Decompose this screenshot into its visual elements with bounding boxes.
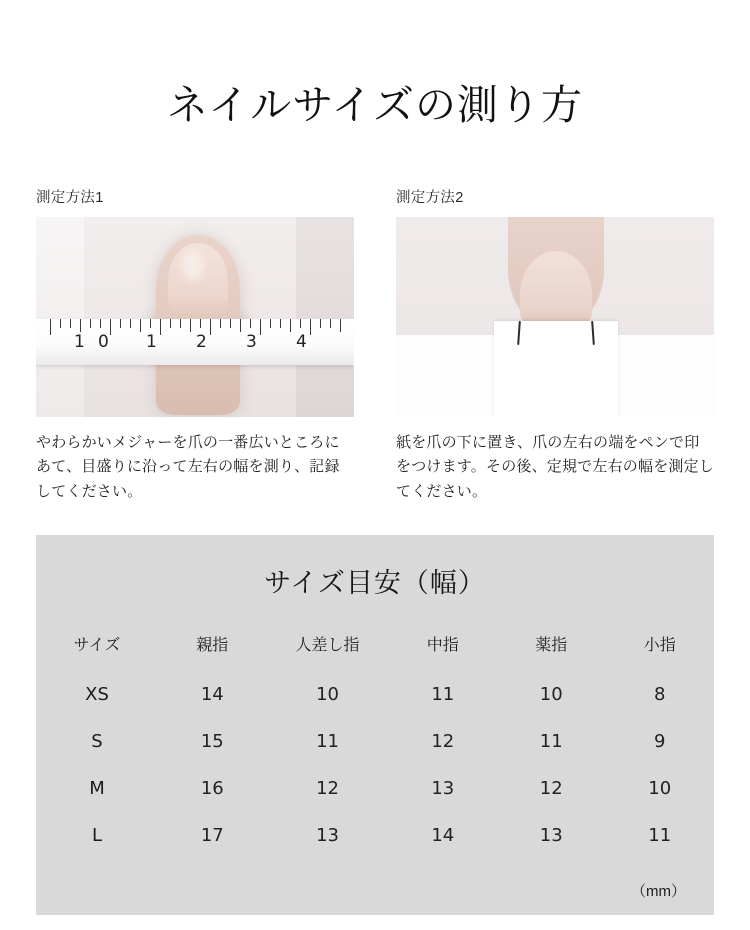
photo-left-panel (36, 217, 84, 417)
ruler-number: 4 (296, 332, 307, 352)
cell-l-pinky: 11 (648, 825, 672, 846)
table-row (36, 671, 714, 718)
cell-m-thumb: 16 (200, 778, 224, 799)
finger-with-measuring-tape-photo (36, 217, 354, 417)
column-header-middle: 中指 (426, 637, 459, 654)
column-header-size: サイズ (73, 637, 121, 654)
row-label-s: S (91, 731, 103, 752)
paper-sheet (494, 321, 618, 417)
row-label-xs: XS (85, 684, 109, 705)
cell-l-ring: 13 (539, 825, 563, 846)
cell-m-pinky: 10 (648, 778, 672, 799)
cell-l-middle: 14 (431, 825, 455, 846)
row-label-m: M (89, 778, 105, 799)
table-row (36, 765, 714, 812)
column-header-pinky: 小指 (643, 637, 676, 654)
method-1-caption: やわらかいメジャーを爪の一番広いところにあて、目盛りに沿って左右の幅を測り、記録してください。 (36, 434, 340, 500)
cell-xs-middle: 11 (431, 684, 455, 705)
page-title: ネイルサイズの測り方 (167, 82, 583, 128)
table-row (36, 812, 714, 859)
table-row (36, 718, 714, 765)
column-header-thumb: 親指 (196, 637, 229, 654)
unit-label: （mm） (631, 883, 686, 900)
cell-s-middle: 12 (431, 731, 455, 752)
cell-s-pinky: 9 (654, 731, 666, 752)
method-2-label: 測定方法2 (396, 190, 464, 206)
size-chart-table (36, 624, 714, 859)
nail-on-paper-with-pen-marks-photo (396, 217, 714, 417)
paper-left-section (396, 335, 494, 417)
size-chart-panel (36, 535, 714, 915)
measuring-tape (36, 319, 354, 365)
row-label-l: L (92, 825, 103, 846)
column-header-ring: 薬指 (535, 637, 568, 654)
cell-s-thumb: 15 (200, 731, 224, 752)
cell-s-index: 11 (316, 731, 339, 752)
method-1 (36, 186, 354, 504)
cell-xs-thumb: 14 (200, 684, 224, 705)
cell-xs-pinky: 8 (654, 684, 666, 705)
nail-highlight (182, 251, 204, 281)
table-header-row (36, 624, 714, 671)
cell-m-middle: 13 (431, 778, 455, 799)
cell-xs-index: 10 (316, 684, 339, 705)
column-header-index: 人差し指 (295, 637, 360, 654)
method-2 (396, 186, 714, 504)
cell-l-thumb: 17 (200, 825, 224, 846)
ruler-number: 1 (74, 332, 85, 352)
cell-s-ring: 11 (539, 731, 563, 752)
size-chart-title: サイズ目安（幅） (264, 568, 486, 598)
photo-right-panel (296, 217, 354, 417)
measurement-methods (0, 186, 750, 504)
ruler-number: 1 (146, 332, 157, 352)
cell-m-index: 12 (316, 778, 339, 799)
ruler-number: 2 (196, 332, 207, 352)
ruler-number: 3 (246, 332, 257, 352)
cell-xs-ring: 10 (539, 684, 563, 705)
cell-l-index: 13 (316, 825, 339, 846)
method-1-label: 測定方法1 (36, 190, 104, 206)
paper-right-section (618, 335, 714, 417)
ruler-number: 0 (98, 332, 109, 352)
nail-shape (520, 251, 592, 329)
method-2-caption: 紙を爪の下に置き、爪の左右の端をペンで印をつけます。その後、定規で左右の幅を測定してください。 (396, 434, 715, 500)
cell-m-ring: 12 (539, 778, 563, 799)
